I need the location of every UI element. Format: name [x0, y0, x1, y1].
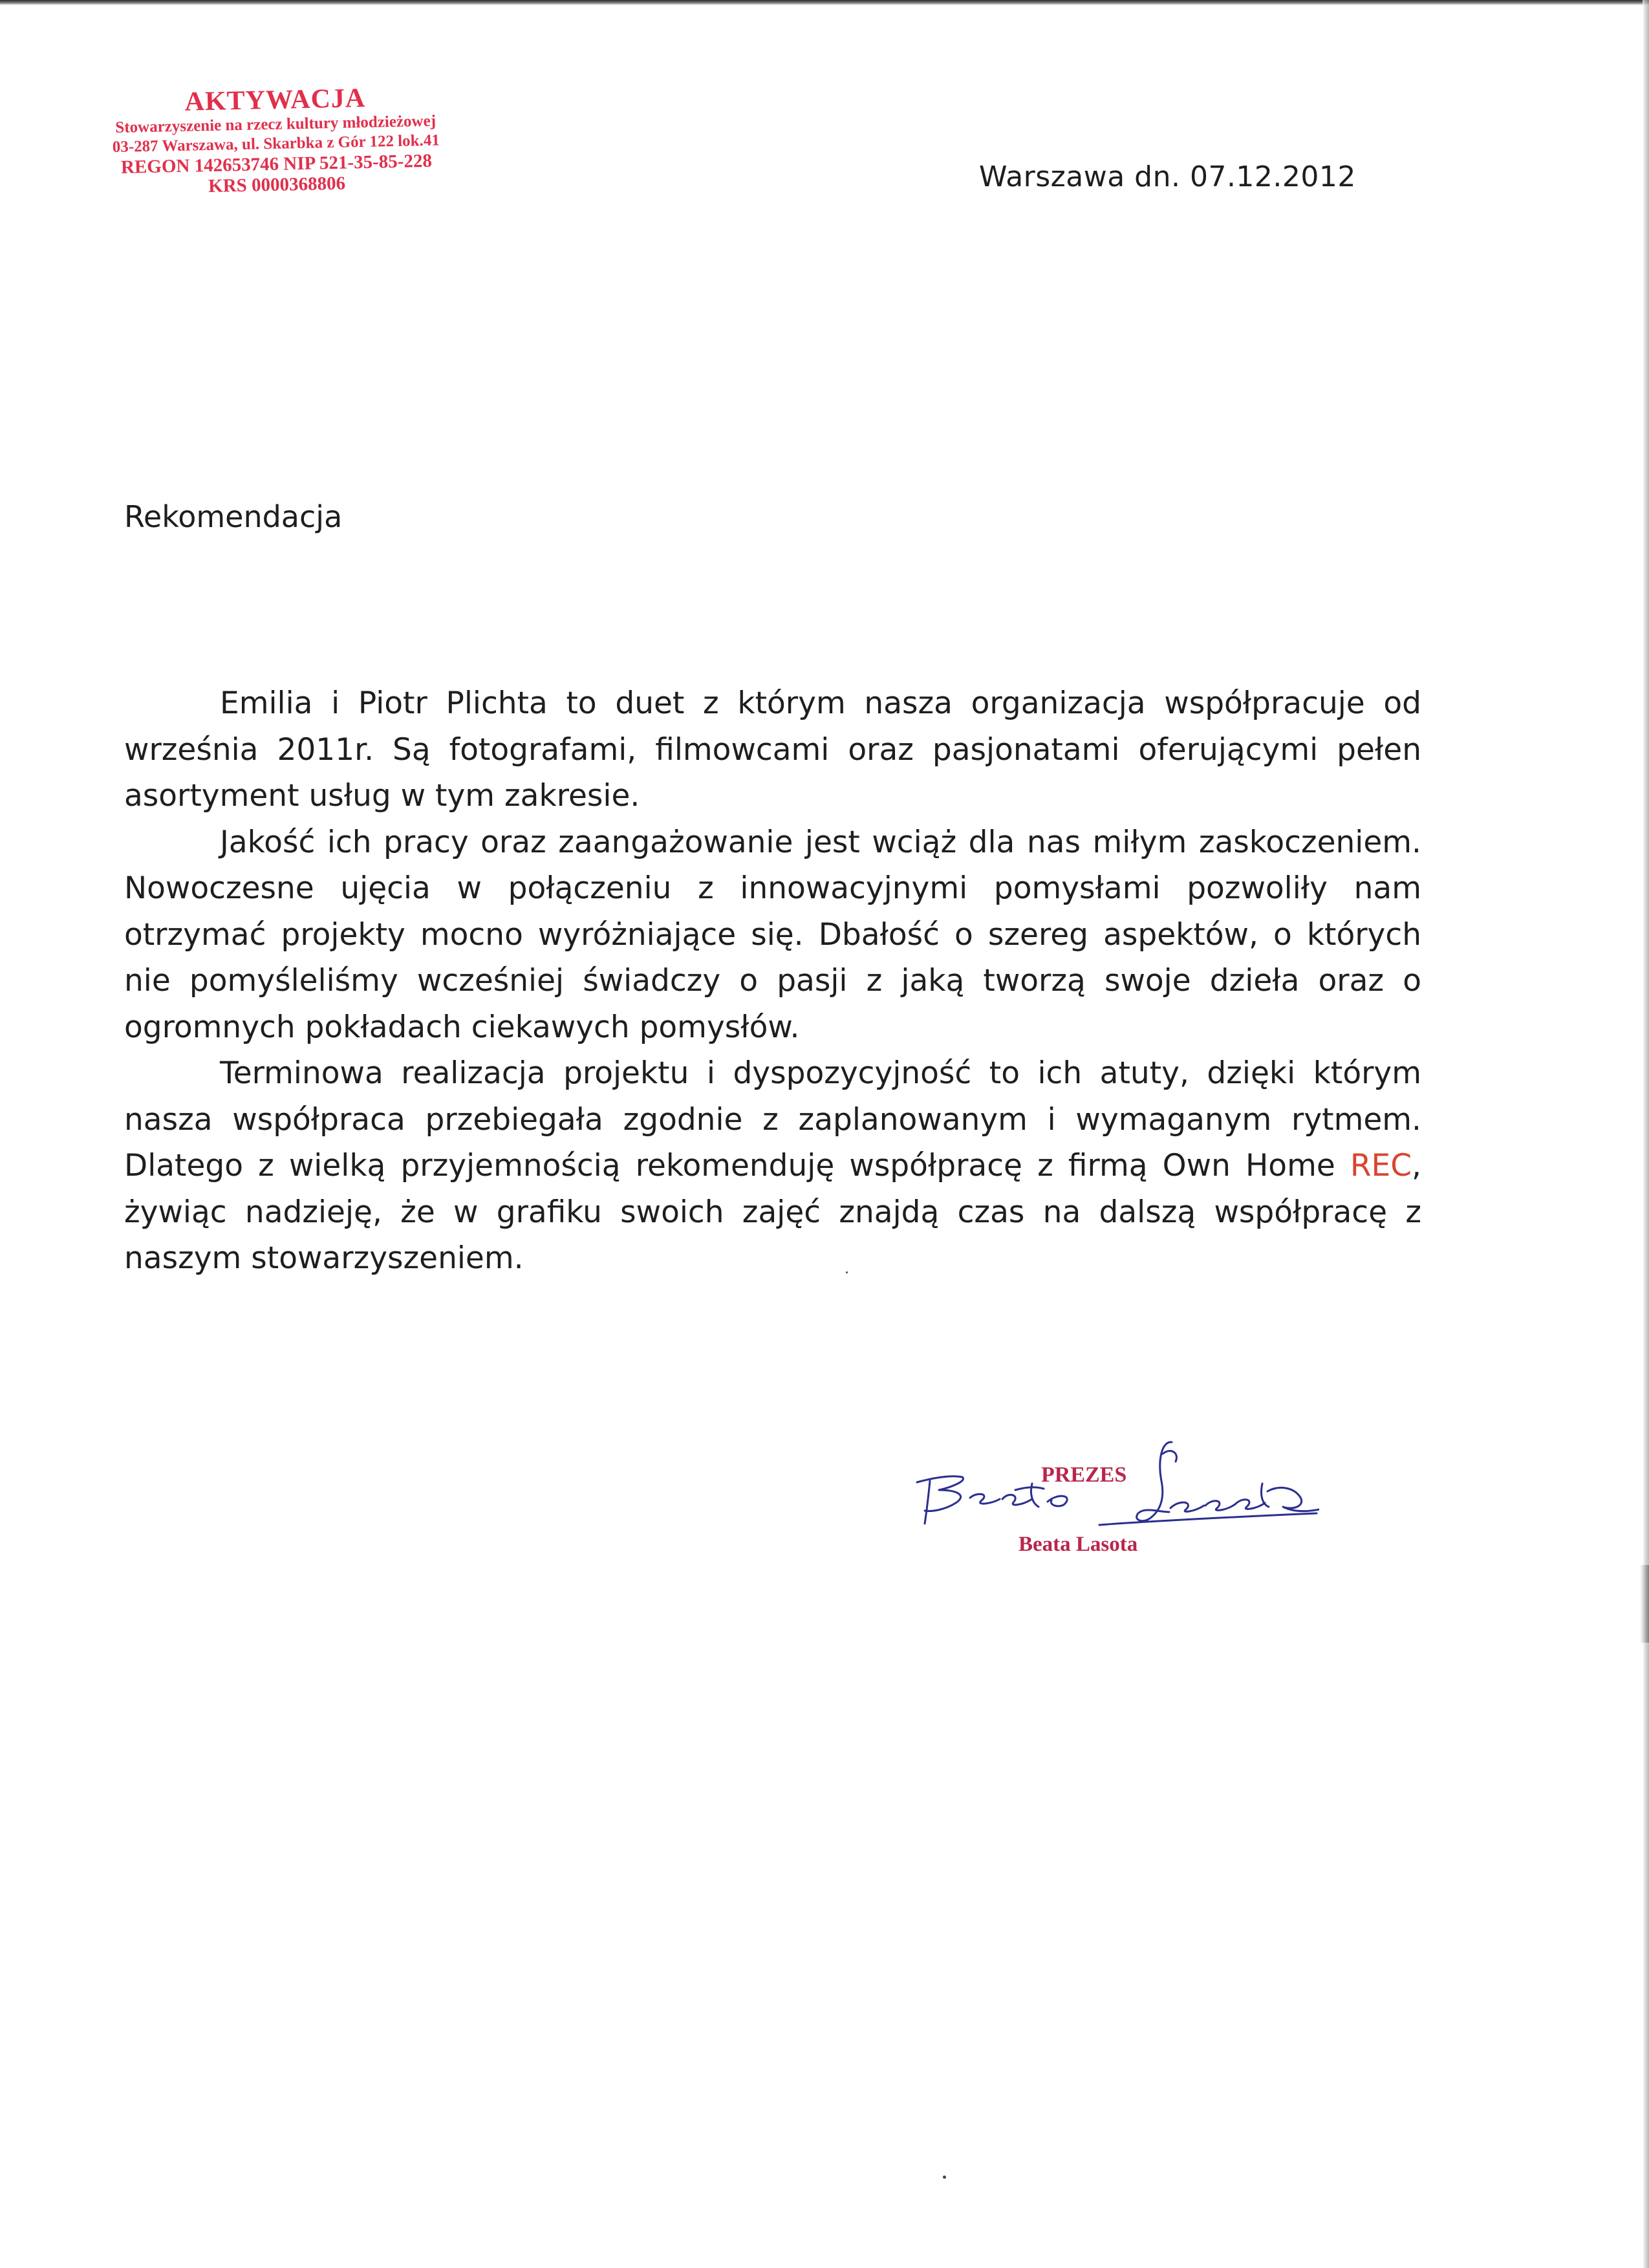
paragraph-2: Jakość ich pracy oraz zaangażowanie jest wciąż dla nas miłym zaskoczeniem. Nowoczesne ujęcia w połączeniu z innowacyjnymi pomysłami pozwoliły nam otrzymać projekty mocno wyróżniające się. Dbałość o szereg aspektów, o których nie pomyśleliśmy wcześniej świadczy o pasji z jaką tworzą swoje dzieła oraz o ogromnych pokładach ciekawych pomysłów. — [124, 824, 1421, 1045]
signature-name: Beata Lasota — [1018, 1533, 1138, 1556]
paragraph-3 — [124, 1050, 1421, 1282]
paragraph-3-text-start: Terminowa realizacja projektu i dyspozycyjność to ich atuty, dzięki którym nasza współpraca przebiegała zgodnie z zaplanowanym i wymaganym rytmem. Dlatego z wielką przyjemnością rekomenduję współpracę z firmą Own Home — [124, 1055, 1421, 1183]
letter-heading: Rekomendacja — [124, 499, 343, 534]
stamp-organization-name: AKTYWACJA — [184, 83, 366, 117]
handwritten-signature — [905, 1436, 1319, 1584]
scan-edge-top — [0, 0, 1649, 5]
scan-speck — [846, 1271, 848, 1273]
letter-body — [124, 680, 1421, 1282]
company-name-accent: REC — [1350, 1148, 1412, 1183]
signature-title: PREZES — [1041, 1463, 1127, 1487]
stamp-krs: KRS 0000368806 — [208, 173, 346, 197]
scan-speck — [943, 2176, 946, 2179]
stamp-regon-nip: REGON 142653746 NIP 521-35-85-228 — [120, 150, 433, 178]
signature-block — [905, 1436, 1319, 1584]
letter-date: Warszawa dn. 07.12.2012 — [979, 160, 1356, 193]
organization-stamp — [84, 81, 468, 199]
scan-edge-right — [1643, 0, 1649, 2268]
paragraph-3-text-end: , żywiąc nadzieję, że w grafiku swoich zajęć znajdą czas na dalszą współpracę z naszym stowarzyszeniem. — [124, 1148, 1421, 1276]
stamp-description: Stowarzyszenie na rzecz kultury młodzieżowej — [115, 112, 436, 136]
stamp-address: 03-287 Warszawa, ul. Skarbka z Gór 122 lok.41 — [112, 131, 440, 157]
paragraph-1: Emilia i Piotr Plichta to duet z którym nasza organizacja współpracuje od września 2011r. Są fotografami, filmowcami oraz pasjonatami oferującymi pełen asortyment usług w tym zakresie. — [124, 686, 1421, 814]
scan-edge-mark — [1640, 1565, 1649, 1643]
